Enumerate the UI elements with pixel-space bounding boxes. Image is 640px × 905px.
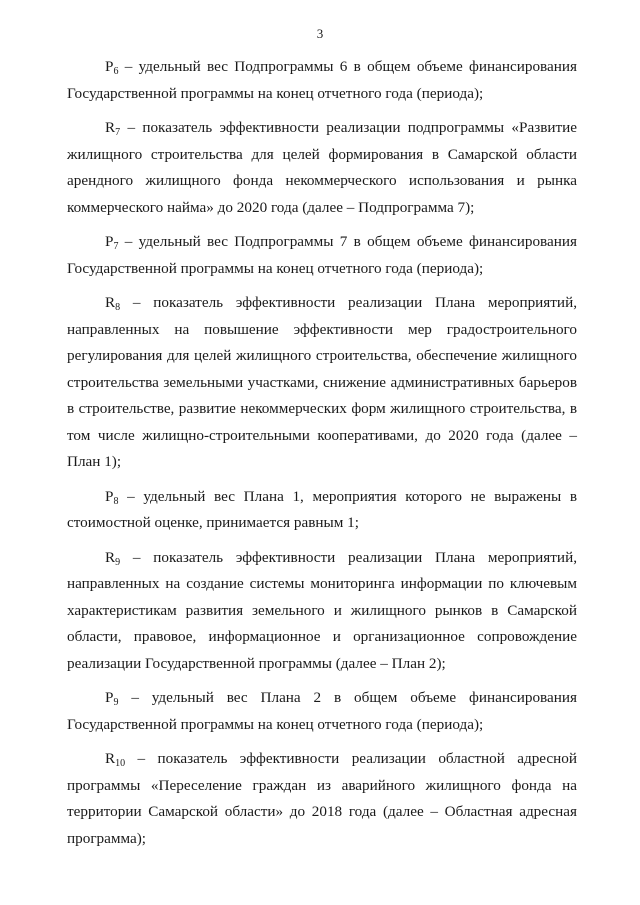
paragraph-p9 [67,685,577,738]
variable-symbol: $R_7$ [105,119,121,138]
paragraph-text: – удельный вес Подпрограммы 6 в общем объеме финансирования Государственной программы на конец отчетного года (периода); [67,58,577,102]
paragraph-p8 [67,484,577,537]
paragraph-text: – показатель эффективности реализации подпрограммы «Развитие жилищного строительства для целей формирования в Самарской области арендного жилищного фонда некоммерческого использования и рынка коммерческого найма» до 2020 года (далее – Подпрограмма 7); [67,119,577,216]
paragraph-p7 [67,229,577,282]
variable-symbol: $R_8$ [105,294,121,313]
variable-symbol: $R_{10}$ [105,750,126,769]
variable-symbol: $P_8$ [105,487,119,507]
paragraph-r9 [67,545,577,678]
paragraph-text: – показатель эффективности реализации Плана мероприятий, направленных на повышение эффективности мер градостроительного регулирования для целей жилищного строительства, обеспечение жилищного строительства земельными участками, снижение административных барьеров в строительстве, развитие некоммерческих форм жилищного строительства, в том числе жилищно-строительными кооперативами, до 2020 года (далее – План 1); [67,294,577,470]
paragraph-r8 [67,290,577,476]
paragraph-text: – показатель эффективности реализации Плана мероприятий, направленных на создание системы мониторинга информации по ключевым характеристикам развития земельного и жилищного рынков в Самарской области, правовое, информационное и организационное сопровождение реализации Государственной программы (далее – План 2); [67,548,577,672]
variable-symbol: $P_7$ [105,233,119,252]
paragraph-r7 [67,115,577,221]
document-body [67,54,577,860]
paragraph-text: – удельный вес Плана 1, мероприятия которого не выражены в стоимостной оценке, принимается равным 1; [67,487,577,531]
paragraph-text: – показатель эффективности реализации областной адресной программы «Переселение граждан из аварийного жилищного фонда на территории Самарской области» до 2018 года (далее – Областная адресная программа); [67,750,577,847]
paragraph-text: – удельный вес Подпрограммы 7 в общем объеме финансирования Государственной программы на конец отчетного года (периода); [67,233,577,277]
variable-symbol: $P_9$ [105,689,119,708]
page-number: 3 [316,26,324,41]
paragraph-r10 [67,746,577,852]
paragraph-text: – удельный вес Плана 2 в общем объеме финансирования Государственной программы на конец отчетного года (периода); [67,689,577,733]
variable-symbol: $R_9$ [105,548,121,568]
variable-symbol: $P_6$ [105,58,119,77]
paragraph-p6 [67,54,577,107]
